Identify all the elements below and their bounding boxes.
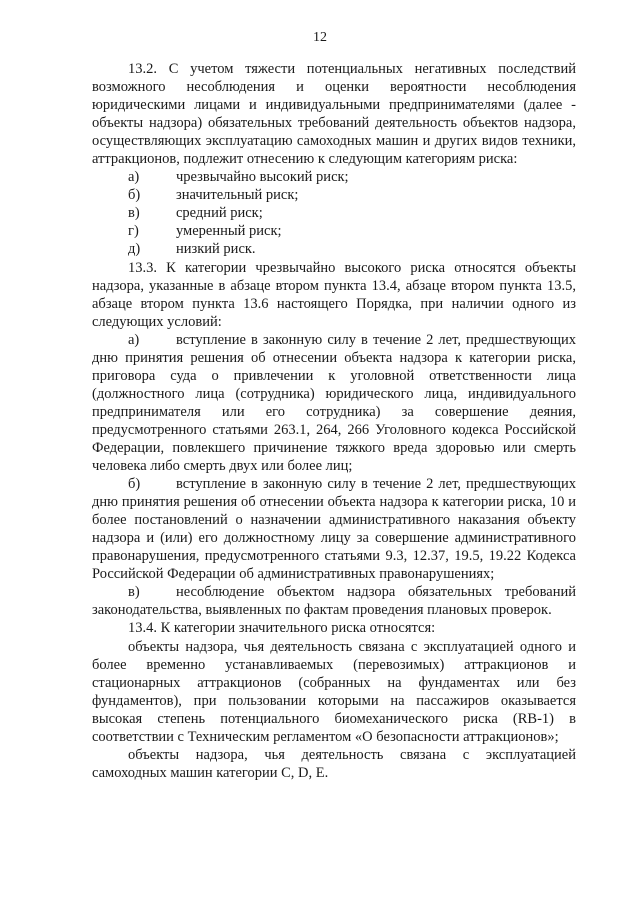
risk-category-item xyxy=(92,240,576,258)
condition-item xyxy=(92,475,576,583)
section-13-4-text: 13.4. К категории значительного риска относятся: xyxy=(128,620,436,637)
risk-category-item xyxy=(92,168,576,186)
document-body xyxy=(92,60,576,782)
risk-category-item xyxy=(92,222,576,240)
condition-item xyxy=(92,583,576,619)
list-text: вступление в законную силу в течение 2 лет, предшествующих дню принятия решения об отнесении объекта надзора к категории риска, 10 и более постановлений о назначении административного наказания объекту надзора и (или) его должностному лицу за совершение административного правонарушения, предусмотренного статьями 9.3, 12.37, 19.5, 19.22 Кодекса Российской Федерации об административных правонарушениях; xyxy=(92,476,576,583)
list-text: несоблюдение объектом надзора обязательных требований законодательства, выявленных по фактам проведения плановых проверок. xyxy=(92,584,576,619)
risk-category-item xyxy=(92,204,576,222)
list-letter: в) xyxy=(128,584,140,601)
list-text: низкий риск. xyxy=(176,241,256,258)
page-number: 12 xyxy=(313,30,327,45)
list-letter: а) xyxy=(128,331,140,348)
list-letter: б) xyxy=(128,187,141,204)
list-letter: д) xyxy=(128,241,141,258)
list-text: чрезвычайно высокий риск; xyxy=(176,169,349,186)
section-13-4-paragraph: объекты надзора, чья деятельность связана с эксплуатацией одного и более временно устанавливаемых (перевозимых) аттракционов и стационарных аттракционов (собранных на фундаментах или без фундаментов), при пользовании которыми на пассажиров оказывается высокая степень потенциального биомеханического риска (RB-1) в соответствии с Техническим регламентом «О безопасности аттракционов»; xyxy=(92,638,576,745)
list-letter: в) xyxy=(128,205,140,222)
list-text: значительный риск; xyxy=(176,187,299,204)
list-letter: а) xyxy=(128,169,140,186)
condition-item xyxy=(92,331,576,475)
list-letter: г) xyxy=(128,223,139,240)
section-13-4-paragraph: объекты надзора, чья деятельность связана с эксплуатацией самоходных машин категории C, D, E. xyxy=(92,746,576,781)
list-text: умеренный риск; xyxy=(176,223,282,240)
section-13-2-text: 13.2. С учетом тяжести потенциальных негативных последствий возможного несоблюдения и оценки вероятности несоблюдения юридическими лицами и индивидуальными предпринимателями (далее - объекты надзора) обязательных требований деятельность объектов надзора, осуществляющих эксплуатацию самоходных машин и других видов техники, аттракционов, подлежит отнесению к следующим категориям риска: xyxy=(92,61,576,168)
list-letter: б) xyxy=(128,476,141,493)
section-13-3-text: 13.3. К категории чрезвычайно высокого риска относятся объекты надзора, указанные в абзаце втором пункта 13.4, абзаце втором пункта 13.5, абзаце втором пункта 13.6 настоящего Порядка, при наличии одного из следующих условий: xyxy=(92,259,576,330)
list-text: средний риск; xyxy=(176,205,263,222)
risk-category-item xyxy=(92,186,576,204)
list-text: вступление в законную силу в течение 2 лет, предшествующих дню принятия решения об отнесении объекта надзора к категории риска, приговора суда о привлечении к уголовной ответственности лица (должностного лица (сотрудника) юридического лица, индивидуального предпринимателя или его сотрудника) за совершение деяния, предусмотренного статьями 263.1, 264, 266 Уголовного кодекса Российской Федерации, повлекшего причинение тяжкого вреда здоровью или смерть человека либо смерть двух или более лиц; xyxy=(92,331,576,475)
